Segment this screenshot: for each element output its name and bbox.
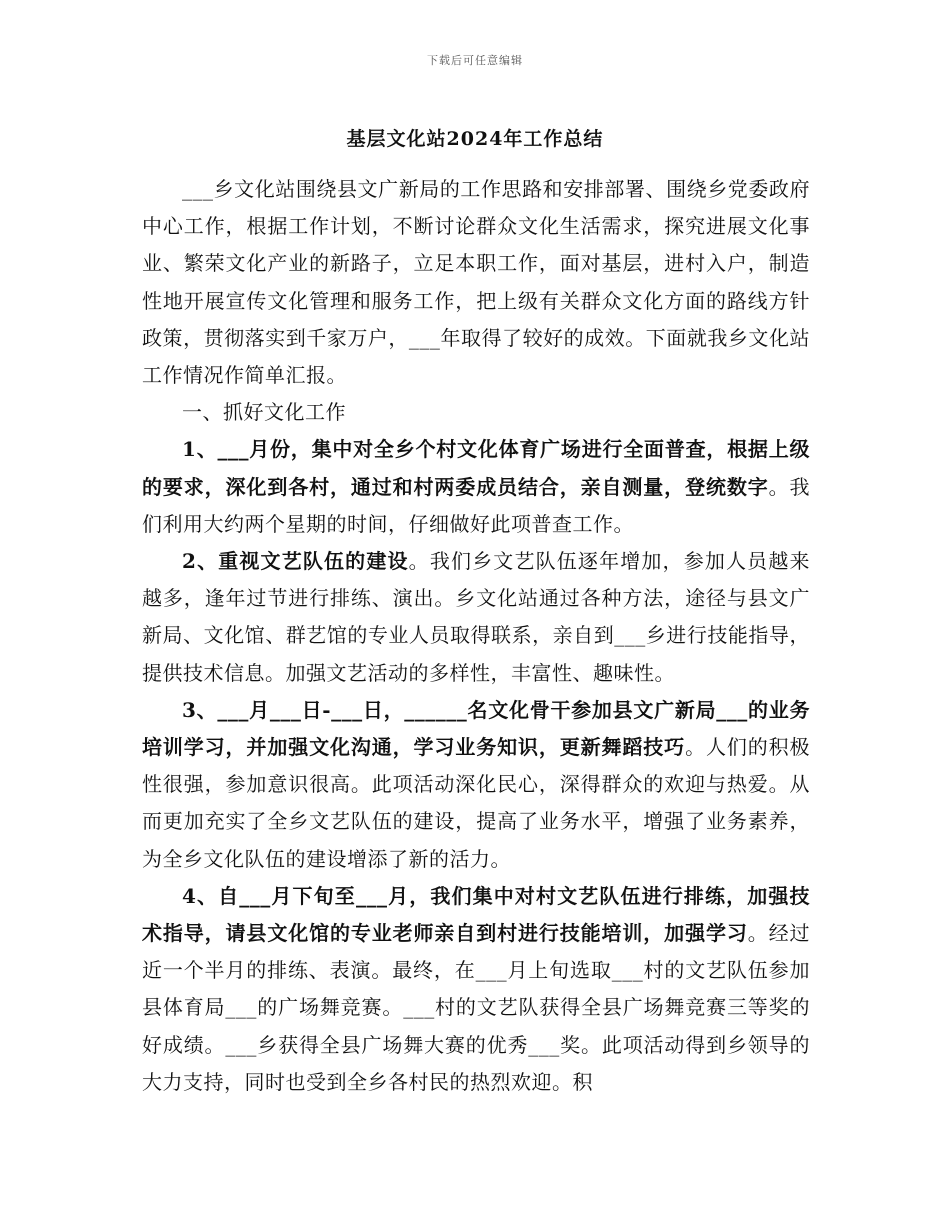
item-3-paragraph — [142, 692, 810, 878]
section-heading: 一、抓好文化工作 — [182, 400, 346, 425]
item-3-bold: 3、___月___日-___日，______名文化骨干参加县文广新局___的业务培训学习，并加强文化沟通，学习业务知识，更新舞蹈技巧 — [142, 697, 810, 760]
item-1-bold: 1、___月份，集中对全乡个村文化体育广场进行全面普查，根据上级的要求，深化到各村，通过和村两委成员结合，亲自测量，登统数字 — [142, 437, 810, 499]
item-1-text: 。我们利用大约两个星期的时间，仔细做好此项普查工作。 — [142, 474, 811, 536]
intro-paragraph: ___乡文化站围绕县文广新局的工作思路和安排部署、围绕乡党委政府中心工作，根据工作计划，不断讨论群众文化生活需求，探究进展文化事业、繁荣文化产业的新路子，立足本职工作，面对基层，进村入户，制造性地开展宣传文化管理和服务工作，把上级有关群众文化方面的路线方针政策，贯彻落实到千家万户，___年取得了较好的成效。下面就我乡文化站工作情况作简单汇报。 — [142, 177, 810, 388]
item-2-bold: 2、重视文艺队伍的建设 — [182, 549, 409, 574]
document-body — [142, 171, 810, 1101]
item-1-paragraph — [142, 431, 810, 543]
item-2-text: 。我们乡文艺队伍逐年增加，参加人员越来越多，逢年过节进行排练、演出。乡文化站通过各种方法，途径与县文广新局、文化馆、群艺馆的专业人员取得联系，亲自到___乡进行技能指导，提供技术信息。加强文艺活动的多样性，丰富性、趣味性。 — [142, 549, 810, 685]
item-4-bold: 4、自___月下旬至___月，我们集中对村文艺队伍进行排练，加强技术指导，请县文化馆的专业老师亲自到村进行技能培训，加强学习 — [142, 883, 810, 946]
document-title: 基层文化站2024年工作总结 — [346, 128, 604, 150]
item-4-paragraph — [142, 878, 810, 1101]
item-4-text: 。经过近一个半月的排练、表演。最终，在___月上旬选取___村的文艺队伍参加县体育局___的广场舞竞赛。___村的文艺队获得全县广场舞竞赛三等奖的好成绩。___乡获得全县广场舞大赛的优秀___奖。此项活动得到乡领导的大力支持，同时也受到全乡各村民的热烈欢迎。积 — [142, 921, 811, 1094]
item-3-text: 。人们的积极性很强，参加意识很高。此项活动深化民心，深得群众的欢迎与热爱。从而更加充实了全乡文艺队伍的建设，提高了业务水平，增强了业务素养，为全乡文化队伍的建设增添了新的活力。 — [142, 735, 811, 871]
page-header: 下载后可任意编辑 — [427, 54, 523, 67]
item-2-paragraph — [142, 543, 810, 692]
